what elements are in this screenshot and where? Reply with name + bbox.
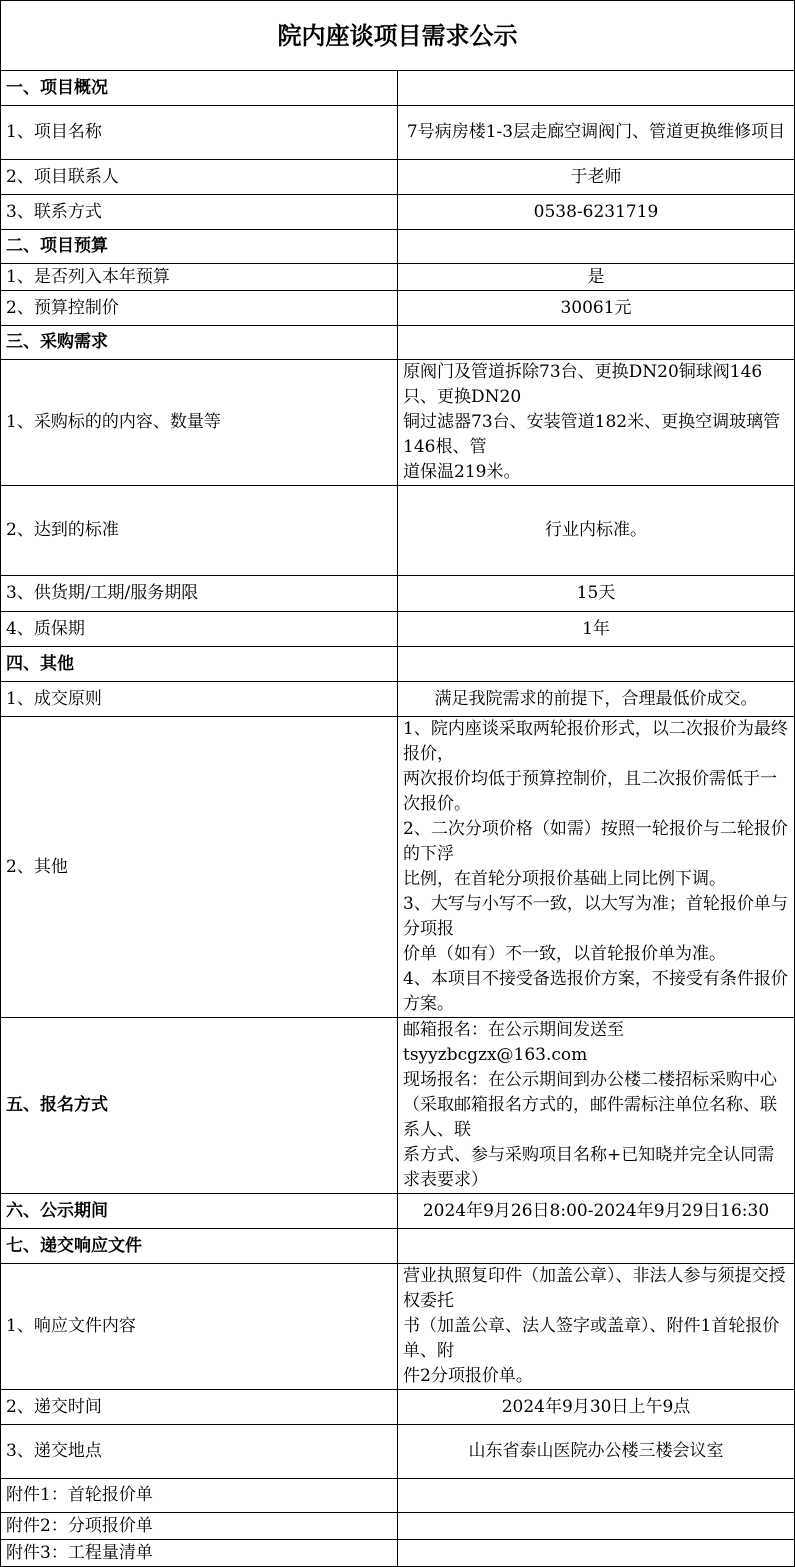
text-line: 书（加盖公章、法人签字或盖章）、附件1首轮报价单、附 [403,1316,780,1361]
row-value: 于老师 [398,160,795,195]
section-row-budget [1,230,795,264]
row-label: 2、其他 [1,717,398,1018]
row-value: 7号病房楼1-3层走廊空调阀门、管道更换维修项目 [398,106,795,160]
text-line: 原阀门及管道拆除73台、更换DN20铜球阀146只、更换DN20 [403,362,763,407]
row-value [398,1513,795,1540]
row-value: 行业内标准。 [398,486,795,576]
row-label: 一、项目概况 [1,71,398,106]
row-value: 2024年9月26日8:00-2024年9月29日16:30 [398,1194,795,1229]
row-value-multiline [398,717,795,1018]
attachment-row [1,1479,795,1513]
table-row [1,291,795,326]
row-value [398,71,795,106]
table-row [1,360,795,486]
section-row-submission [1,1229,795,1264]
row-value: 2024年9月30日上午9点 [398,1390,795,1425]
row-label: 3、递交地点 [1,1425,398,1479]
page-title: 院内座谈项目需求公示 [1,1,795,71]
attachment-row [1,1513,795,1540]
row-label: 七、递交响应文件 [1,1229,398,1264]
table-row [1,106,795,160]
row-label: 2、预算控制价 [1,291,398,326]
row-label: 四、其他 [1,647,398,682]
row-label: 2、递交时间 [1,1390,398,1425]
table-row [1,576,795,612]
row-value: 满足我院需求的前提下，合理最低价成交。 [398,682,795,717]
row-value [398,647,795,682]
text-line: （采取邮箱报名方式的，邮件需标注单位名称、联系人、联 [403,1095,777,1140]
table-row [1,717,795,1018]
text-line: 系方式、参与采购项目名称+已知晓并完全认同需求表要求） [403,1145,775,1190]
row-label: 三、采购需求 [1,326,398,360]
row-label: 二、项目预算 [1,230,398,264]
table-row [1,264,795,291]
row-label: 3、联系方式 [1,195,398,230]
table-row [1,486,795,576]
row-value [398,326,795,360]
row-value: 山东省泰山医院办公楼三楼会议室 [398,1425,795,1479]
row-label: 1、是否列入本年预算 [1,264,398,291]
table-row [1,195,795,230]
title-row [1,1,795,71]
row-label: 1、响应文件内容 [1,1264,398,1390]
row-value: 0538-6231719 [398,195,795,230]
text-line: 道保温219米。 [403,462,521,482]
text-line: 邮箱报名：在公示期间发送至tsyyzbcgzx@163.com [403,1020,624,1065]
row-value [398,230,795,264]
section-row-period [1,1194,795,1229]
row-label: 1、采购标的的内容、数量等 [1,360,398,486]
table-row [1,682,795,717]
table-row [1,1264,795,1390]
attachment-row [1,1540,795,1567]
row-value: 是 [398,264,795,291]
text-line: 铜过滤器73台、安装管道182米、更换空调玻璃管146根、管 [403,412,781,457]
row-value-multiline [398,1264,795,1390]
attachment-label: 附件1：首轮报价单 [1,1479,398,1513]
text-line: 3、大写与小写不一致，以大写为准；首轮报价单与分项报 [403,894,788,939]
row-label: 3、供货期/工期/服务期限 [1,576,398,612]
text-line: 件2分项报价单。 [403,1366,533,1386]
row-value [398,1540,795,1567]
table-row [1,612,795,647]
text-line: 两次报价均低于预算控制价，且二次报价需低于一次报价。 [403,769,777,814]
row-value [398,1479,795,1513]
row-label: 1、成交原则 [1,682,398,717]
row-label: 4、质保期 [1,612,398,647]
text-line: 价单（如有）不一致，以首轮报价单为准。 [403,944,726,964]
row-label: 2、项目联系人 [1,160,398,195]
row-value: 1年 [398,612,795,647]
row-label: 1、项目名称 [1,106,398,160]
section-row-procurement [1,326,795,360]
section-row-other [1,647,795,682]
table-row [1,160,795,195]
table-row [1,1425,795,1479]
attachment-label: 附件3：工程量清单 [1,1540,398,1567]
row-label: 六、公示期间 [1,1194,398,1229]
section-row-overview [1,71,795,106]
section-row-registration [1,1018,795,1194]
row-value-multiline [398,1018,795,1194]
text-line: 4、本项目不接受备选报价方案，不接受有条件报价方案。 [403,969,788,1014]
text-line: 比例，在首轮分项报价基础上同比例下调。 [403,869,726,889]
row-value: 15天 [398,576,795,612]
row-label: 五、报名方式 [1,1018,398,1194]
table-row [1,1390,795,1425]
row-value [398,1229,795,1264]
attachment-label: 附件2：分项报价单 [1,1513,398,1540]
text-line: 现场报名：在公示期间到办公楼二楼招标采购中心 [403,1070,777,1090]
text-line: 1、院内座谈采取两轮报价形式，以二次报价为最终报价， [403,719,788,764]
row-label: 2、达到的标准 [1,486,398,576]
row-value-multiline [398,360,795,486]
row-value: 30061元 [398,291,795,326]
text-line: 营业执照复印件（加盖公章）、非法人参与须提交授权委托 [403,1266,786,1311]
text-line: 2、二次分项价格（如需）按照一轮报价与二轮报价的下浮 [403,819,788,864]
